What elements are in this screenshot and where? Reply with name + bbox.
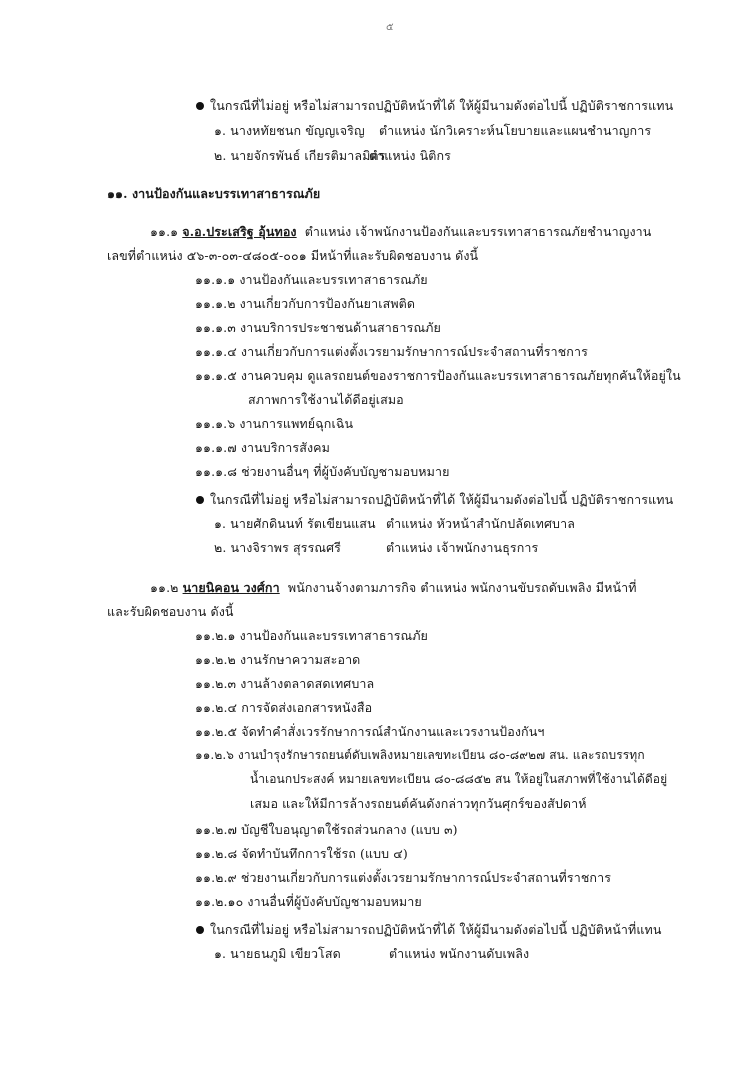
duty-item: ๑๑.๑.๖ งานการแพทย์ฉุกเฉิน — [195, 416, 354, 431]
substitute-person: ๒. นางจิราพร สุรรณศรี ตำแหน่ง เจ้าพนักงานธุรการ — [214, 540, 539, 555]
duty-item: ๑๑.๑.๕ งานควบคุม ดูแลรถยนต์ของราชการป้องกันและบรรเทาสาธารณภัยทุกคันให้อยู่ใน — [195, 368, 681, 383]
duty-item: ๑๑.๒.๒ งานรักษาความสะอาด — [195, 652, 361, 667]
duty-item: ๑๑.๒.๕ จัดทำคำสั่งเวรรักษาการณ์สำนักงานและเวรงานป้องกันฯ — [195, 724, 545, 739]
bullet-icon — [196, 102, 204, 110]
staff-lead-line: ๑๑.๒ นายนิคอน วงศ์กา พนักงานจ้างตามภารกิจ ตำแหน่ง พนักงานขับรถดับเพลิง มีหน้าที่ — [150, 580, 637, 595]
duty-item: ๑๑.๒.๔ การจัดส่งเอกสารหนังสือ — [195, 700, 373, 715]
staff-duty-intro: และรับผิดชอบงาน ดังนี้ — [107, 604, 234, 619]
duty-item: ๑๑.๒.๙ ช่วยงานเกี่ยวกับการแต่งตั้งเวรยามรักษาการณ์ประจำสถานที่ราชการ — [195, 870, 612, 885]
substitute-note: ในกรณีที่ไม่อยู่ หรือไม่สามารถปฏิบัติหน้าที่ได้ ให้ผู้มีนามดังต่อไปนี้ ปฏิบัติราชการแทน — [196, 490, 673, 510]
duty-item: ๑๑.๒.๓ งานล้างตลาดสดเทศบาล — [195, 676, 375, 691]
substitute-person: ๑. นายศักดินนท์ รัตเขียนแสน ตำแหน่ง หัวหน้าสำนักปลัดเทศบาล — [214, 516, 575, 531]
staff-lead-line: ๑๑.๑ จ.อ.ประเสริฐ อุ้นทอง ตำแหน่ง เจ้าพนักงานป้องกันและบรรเทาสาธารณภัยชำนาญงาน — [150, 224, 652, 239]
duty-item: ๑๑.๑.๒ งานเกี่ยวกับการป้องกันยาเสพติด — [195, 296, 416, 311]
duty-item: ๑๑.๑.๔ งานเกี่ยวกับการแต่งตั้งเวรยามรักษาการณ์ประจำสถานที่ราชการ — [195, 344, 588, 359]
duty-item: ๑๑.๒.๘ จัดทำบันทึกการใช้รถ (แบบ ๔) — [195, 846, 408, 861]
duty-item: ๑๑.๑.๗ งานบริการสังคม — [195, 440, 330, 455]
substitute-person: ๑. นางหทัยชนก ขัญญเจริญ ตำแหน่ง นักวิเคราะห์นโยบายและแผนชำนาญการ — [214, 123, 652, 138]
duty-item: ๑๑.๒.๑๐ งานอื่นที่ผู้บังคับบัญชามอบหมาย — [195, 894, 422, 909]
duty-item: ๑๑.๒.๖ งานบำรุงรักษารถยนต์ดับเพลิงหมายเลขทะเบียน ๘๐-๘๙๒๗ สน. และรถบรรทุก — [195, 748, 645, 762]
substitute-person: ๑. นายธนภูมิ เขียวโสด ตำแหน่ง พนักงานดับเพลิง — [214, 946, 530, 961]
duty-item-continued: สภาพการใช้งานได้ดีอยู่เสมอ — [248, 392, 404, 407]
duty-item: ๑๑.๑.๑ งานป้องกันและบรรเทาสาธารณภัย — [195, 272, 428, 287]
duty-item: ๑๑.๒.๗ บัญชีใบอนุญาตใช้รถส่วนกลาง (แบบ ๓) — [195, 822, 458, 837]
substitute-person: ๒. นายจักรพันธ์ เกียรติมาลมิตรตำแหน่ง นิติกร — [214, 148, 451, 163]
section-heading: ๑๑. งานป้องกันและบรรเทาสาธารณภัย — [107, 186, 321, 201]
page-number: ๕ — [386, 22, 394, 33]
staff-duty-intro: เลขที่ตำแหน่ง ๕๖-๓-๐๓-๔๘๐๕-๐๐๑ มีหน้าที่และรับผิดชอบงาน ดังนี้ — [107, 248, 479, 263]
substitute-note: ในกรณีที่ไม่อยู่ หรือไม่สามารถปฏิบัติหน้าที่ได้ ให้ผู้มีนามดังต่อไปนี้ ปฏิบัติราชการแทน — [196, 96, 673, 116]
duty-item-continued: น้ำเอนกประสงค์ หมายเลขทะเบียน ๘๐-๘๘๕๒ สน ให้อยู่ในสภาพที่ใช้งานได้ดีอยู่ — [250, 772, 668, 786]
duty-item: ๑๑.๒.๑ งานป้องกันและบรรเทาสาธารณภัย — [195, 628, 428, 643]
substitute-note: ในกรณีที่ไม่อยู่ หรือไม่สามารถปฏิบัติหน้าที่ได้ ให้ผู้มีนามดังต่อไปนี้ ปฏิบัติหน้าที่แทน — [196, 920, 662, 940]
bullet-icon — [196, 496, 204, 504]
duty-item-continued: เสมอ และให้มีการล้างรถยนต์คันดังกล่าวทุกวันศุกร์ของสัปดาห์ — [250, 796, 587, 811]
duty-item: ๑๑.๑.๘ ช่วยงานอื่นๆ ที่ผู้บังคับบัญชามอบหมาย — [195, 464, 450, 479]
duty-item: ๑๑.๑.๓ งานบริการประชาชนด้านสาธารณภัย — [195, 320, 441, 335]
bullet-icon — [196, 926, 204, 934]
